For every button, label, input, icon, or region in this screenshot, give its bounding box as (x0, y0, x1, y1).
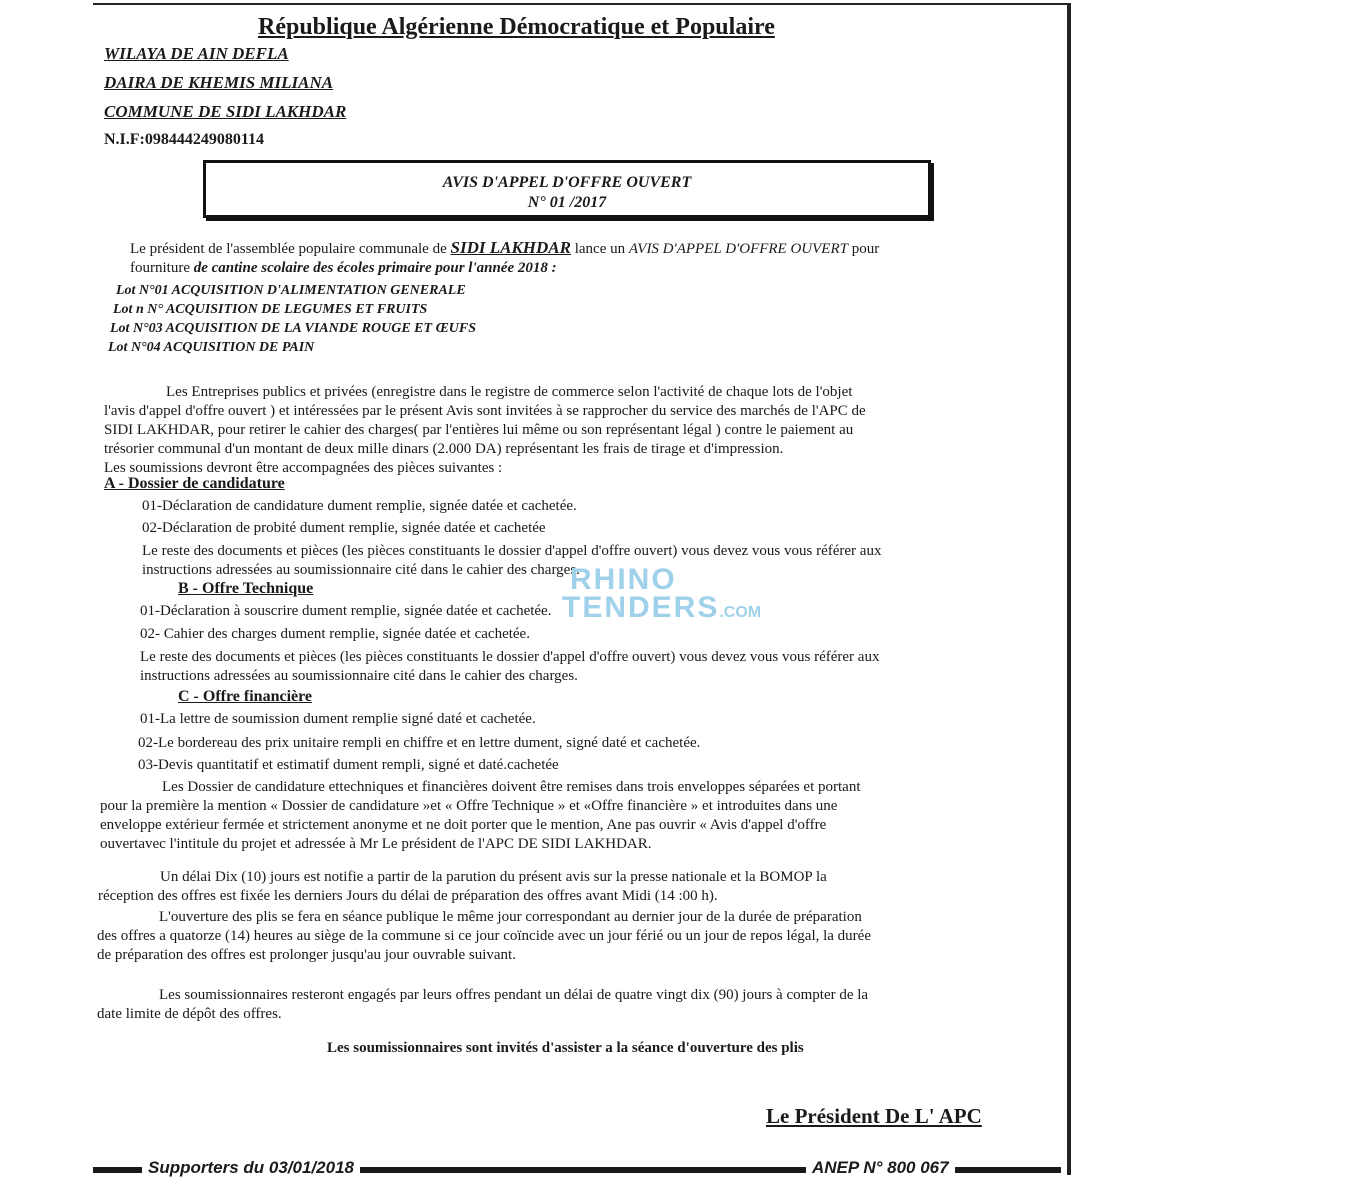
signature-title: Le Président De L' APC (766, 1104, 982, 1128)
section-b-title: B - Offre Technique (178, 580, 314, 597)
delay-paragraph (98, 868, 827, 906)
text-line: Le reste des documents et pièces (les pièces constituants le dossier d'appel d'offre ouvert) vous devez vous vous référer aux (140, 649, 880, 665)
text-line: trésorier communal d'un montant de deux mille dinars (2.000 DA) représentant les frais de tirage et d'impression. (104, 441, 784, 457)
conditions-paragraph (104, 383, 1034, 478)
nif-number: N.I.F:098444249080114 (104, 131, 264, 148)
avis-title-box (203, 160, 931, 218)
text-line: Les soumissionnaires resteront engagés par leurs offres pendant un délai de quatre vingt dix (90) jours à compter de la (159, 987, 869, 1003)
section-b-item: 01-Déclaration à souscrire dument remplie, signée datée et cachetée. (140, 603, 552, 619)
intro-text: Le président de l'assemblée populaire communale de (130, 241, 451, 257)
document-title: République Algérienne Démocratique et Populaire (258, 14, 775, 40)
intro-text-3: pour (847, 241, 880, 257)
avis-number: N° 01 /2017 (527, 194, 607, 211)
section-b-item: 02- Cahier des charges dument remplie, signée datée et cachetée. (140, 626, 530, 642)
text-line: date limite de dépôt des offres. (97, 1006, 282, 1022)
lot-item: Lot N°04 ACQUISITION DE PAIN (108, 340, 315, 355)
section-c-item: 02-Le bordereau des prix unitaire rempli en chiffre et en lettre dument, signé daté et cachetée. (138, 735, 701, 751)
text-line: pour la première la mention « Dossier de candidature »et « Offre Technique » et «Offre financière » et introduites dans une (100, 798, 838, 814)
envelopes-paragraph (100, 778, 1035, 854)
text-line: instructions adressées au soumissionnaire cité dans le cahier des charges. (140, 668, 578, 684)
daira-line: DAIRA DE KHEMIS MILIANA (104, 73, 334, 92)
validity-paragraph (97, 986, 868, 1024)
rhino-tenders-watermark (562, 563, 762, 627)
lot-item: Lot n N° ACQUISITION DE LEGUMES ET FRUITS (113, 302, 428, 317)
section-a-item: 01-Déclaration de candidature dument remplie, signée datée et cachetée. (142, 498, 577, 514)
text-line: Un délai Dix (10) jours est notifie a partir de la parution du présent avis sur la presse nationale et la BOMOP la (160, 869, 827, 885)
lot-item: Lot N°01 ACQUISITION D'ALIMENTATION GENERALE (116, 283, 466, 298)
section-a-rest (142, 542, 881, 580)
intro-avis-name: AVIS D'APPEL D'OFFRE OUVERT (628, 241, 848, 257)
footer-anep-number: ANEP N° 800 067 (806, 1158, 955, 1178)
text-line: ouvertavec l'intitule du projet et adressée à Mr Le président de l'APC DE SIDI LAKHDAR. (100, 836, 652, 852)
text-line: Le reste des documents et pièces (les pièces constituants le dossier d'appel d'offre ouvert) vous devez vous vous référer aux (142, 543, 882, 559)
section-c-item: 03-Devis quantitatif et estimatif dument rempli, signé et daté.cachetée (138, 757, 559, 773)
text-line: l'avis d'appel d'offre ouvert ) et intéressées par le présent Avis sont invitées à se rapprocher du service des marchés de l'APC de (104, 403, 866, 419)
intro-line2: fourniture (130, 260, 194, 276)
text-line: réception des offres est fixée les derniers Jours du délai de préparation des offres avant Midi (14 :00 h). (98, 888, 718, 904)
section-b-rest (140, 648, 879, 686)
section-c-item: 01-La lettre de soumission dument remplie signé daté et cachetée. (140, 711, 536, 727)
text-line: Les soumissions devront être accompagnées des pièces suivantes : (104, 460, 503, 476)
section-a-title: A - Dossier de candidature (104, 475, 285, 492)
watermark-suffix: .COM (719, 604, 762, 621)
intro-place: SIDI LAKHDAR (450, 238, 571, 257)
avis-title: AVIS D'APPEL D'OFFRE OUVERT (442, 174, 692, 191)
intro-object: de cantine scolaire des écoles primaire pour l'année 2018 : (193, 260, 557, 276)
footer-publication: Supporters du 03/01/2018 (142, 1158, 360, 1178)
watermark-line-1: RHINO (570, 563, 677, 596)
text-line: Les Entreprises publics et privées (enregistre dans le registre de commerce selon l'activité de chaque lots de l'objet (166, 384, 853, 400)
intro-text-2: lance un (570, 241, 629, 257)
text-line: instructions adressées au soumissionnaire cité dans le cahier des charges. (142, 562, 580, 578)
section-c-title: C - Offre financière (178, 688, 313, 705)
text-line: L'ouverture des plis se fera en séance publique le même jour correspondant au dernier jour de la durée de préparation (159, 909, 862, 925)
intro-paragraph (130, 238, 879, 278)
commune-line: COMMUNE DE SIDI LAKHDAR (104, 102, 347, 121)
text-line: enveloppe extérieur fermée et strictement anonyme et ne doit porter que le mention, Ane pas ouvrir « Avis d'appel d'offre (100, 817, 827, 833)
closing-invitation: Les soumissionnaires sont invités d'assister a la séance d'ouverture des plis (327, 1040, 804, 1056)
text-line: Les Dossier de candidature ettechniques et financières doivent être remises dans trois enveloppes séparées et portant (162, 779, 861, 795)
text-line: des offres a quatorze (14) heures au siège de la commune si ce jour coïncide avec un jour férié ou un jour de repos légal, la durée (97, 928, 871, 944)
opening-paragraph (97, 908, 871, 965)
wilaya-line: WILAYA DE AIN DEFLA (104, 44, 289, 63)
text-line: de préparation des offres est prolonger jusqu'au jour ouvrable suivant. (97, 947, 516, 963)
watermark-line-2: TENDERS (562, 591, 720, 624)
text-line: SIDI LAKHDAR, pour retirer le cahier des charges( par l'entières lui même ou son représentant légal ) contre le paiement au (104, 422, 854, 438)
lot-item: Lot N°03 ACQUISITION DE LA VIANDE ROUGE ET ŒUFS (110, 321, 477, 336)
section-a-item: 02-Déclaration de probité dument remplie, signée datée et cachetée (142, 520, 546, 536)
